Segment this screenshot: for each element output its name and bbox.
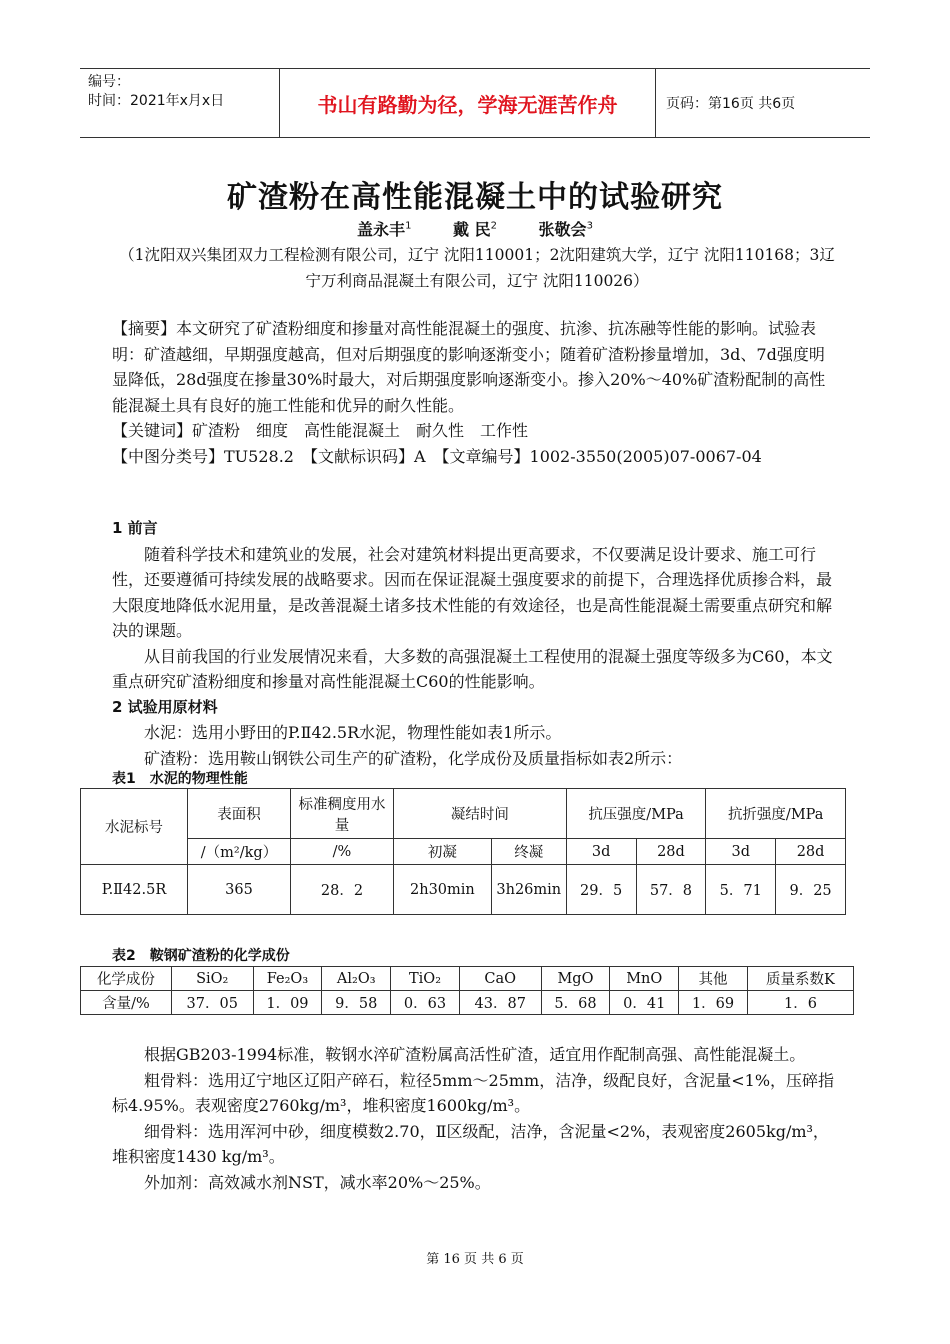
table-cell: 57．8 — [636, 865, 706, 915]
slag-table — [80, 966, 854, 1015]
section-heading: 2 试验用原材料 — [112, 697, 218, 716]
paragraph: 粗骨料：选用辽宁地区辽阳产碎石，粒径5mm～25mm，洁净，级配良好，含泥量<1%，压碎指标4.95%。表观密度2760kg/m³，堆积密度1600kg/m³。 — [112, 1070, 835, 1115]
paragraph: 根据GB203-1994标准，鞍钢水淬矿渣粉属高活性矿渣，适宜用作配制高强、高性能混凝土。 — [144, 1045, 806, 1064]
header-meta — [80, 69, 280, 137]
unit-c3: 3d — [566, 839, 636, 865]
page-header — [80, 68, 870, 138]
table-header: 其他 — [679, 967, 748, 991]
table-header: SiO₂ — [171, 967, 253, 991]
table-cell: 5．68 — [541, 991, 610, 1015]
table-cell: 1．69 — [679, 991, 748, 1015]
th-flex: 抗折强度/MPa — [706, 789, 846, 839]
unit-initial: 初凝 — [394, 839, 492, 865]
table-cell: 3h26min — [491, 865, 566, 915]
paragraph: 细骨料：选用浑河中砂，细度模数2.70，Ⅱ区级配，洁净，含泥量<2%，表观密度2605kg/m³，堆积密度1430 kg/m³。 — [112, 1121, 829, 1166]
paragraph: 矿渣粉：选用鞍山钢铁公司生产的矿渣粉，化学成份及质量指标如表2所示： — [144, 748, 683, 768]
paragraph: 水泥：选用小野田的P.Ⅱ42.5R水泥，物理性能如表1所示。 — [144, 723, 562, 742]
table-cell: 0．41 — [610, 991, 679, 1015]
author: 戴 民$^2$ — [453, 220, 497, 239]
table1-caption: 表1 水泥的物理性能 — [112, 771, 248, 787]
keywords: 【关键词】矿渣粉 细度 高性能混凝土 耐久性 工作性 — [112, 421, 529, 440]
abstract: 【摘要】本文研究了矿渣粉细度和掺量对高性能混凝土的强度、抗渗、抗冻融等性能的影响。试验表明：矿渣越细，早期强度越高，但对后期强度的影响逐渐变小；随着矿渣粉掺量增加，3d、7d强度明显降低，28d强度在掺量30%时最大，对后期强度影响逐渐变小。掺入20%～40%矿渣粉配制的高性能混凝土具有良好的施工性能和优异的耐久性能。 — [112, 319, 826, 415]
header-page: 页码：第16页 共6页 — [666, 96, 796, 112]
paragraph: 从目前我国的行业发展情况来看，大多数的高强混凝土工程使用的混凝土强度等级多为C60，本文重点研究矿渣粉细度和掺量对高性能混凝土C60的性能影响。 — [112, 646, 833, 691]
th-grade: 水泥标号 — [81, 789, 188, 865]
table-header: 质量系数K — [747, 967, 853, 991]
paper-title: 矿渣粉在高性能混凝土中的试验研究 — [227, 180, 723, 215]
table-header: Al₂O₃ — [322, 967, 391, 991]
table-header: MgO — [541, 967, 610, 991]
table-cell: 29．5 — [566, 865, 636, 915]
table2-caption: 表2 鞍钢矿渣粉的化学成份 — [112, 948, 290, 964]
table-header: Fe₂O₃ — [253, 967, 322, 991]
header-number: 编号： — [88, 74, 130, 90]
unit-final: 终凝 — [491, 839, 566, 865]
paragraph: 随着科学技术和建筑业的发展，社会对建筑材料提出更高要求，不仅要满足设计要求、施工可行性，还要遵循可持续发展的战略要求。因而在保证混凝土强度要求的前提下，合理选择优质掺合料，最大限度地降低水泥用量，是改善混凝土诸多技术性能的有效途径，也是高性能混凝土需要重点研究和解决的课题。 — [112, 544, 833, 640]
th-setting: 凝结时间 — [394, 789, 567, 839]
section-1 — [112, 516, 838, 771]
section-heading: 1 前言 — [112, 519, 158, 537]
table-cell: 1．6 — [747, 991, 853, 1015]
header-time: 时间：2021年x月x日 — [88, 93, 225, 109]
table-cell: 9．58 — [322, 991, 391, 1015]
unit-f3: 3d — [706, 839, 776, 865]
table-cell: 5．71 — [706, 865, 776, 915]
cement-table — [80, 788, 846, 915]
table-header: CaO — [459, 967, 541, 991]
table-header: TiO₂ — [391, 967, 460, 991]
materials-block — [112, 1042, 838, 1195]
unit-area: /（m²/kg） — [188, 839, 291, 865]
table-cell: 2h30min — [394, 865, 492, 915]
table-cell: P.Ⅱ42.5R — [81, 865, 188, 915]
unit-f28: 28d — [776, 839, 846, 865]
unit-c28: 28d — [636, 839, 706, 865]
table-cell: 37．05 — [171, 991, 253, 1015]
affiliation: （1沈阳双兴集团双力工程检测有限公司，辽宁 沈阳110001；2沈阳建筑大学，辽宁 沈阳110168；3辽宁万利商品混凝土有限公司，辽宁 沈阳110026） — [119, 246, 835, 290]
author-list — [0, 217, 950, 240]
table-cell: 含量/% — [81, 991, 172, 1015]
table-cell: 1．09 — [253, 991, 322, 1015]
table-cell: 0．63 — [391, 991, 460, 1015]
table-cell: 9．25 — [776, 865, 846, 915]
table-header: 化学成份 — [81, 967, 172, 991]
table-cell: 43．87 — [459, 991, 541, 1015]
author: 盖永丰$^1$ — [357, 220, 412, 239]
page-footer: 第 16 页 共 6 页 — [426, 1252, 524, 1267]
unit-water: /% — [291, 839, 394, 865]
th-water: 标准稠度用水量 — [291, 789, 394, 839]
table-cell: 28．2 — [291, 865, 394, 915]
author: 张敬会$^3$ — [538, 220, 593, 239]
header-motto: 书山有路勤为径，学海无涯苦作舟 — [280, 69, 656, 137]
table-cell: 365 — [188, 865, 291, 915]
abstract-block — [112, 316, 838, 469]
th-area: 表面积 — [188, 789, 291, 839]
table-header: MnO — [610, 967, 679, 991]
th-comp: 抗压强度/MPa — [566, 789, 706, 839]
paragraph: 外加剂：高效减水剂NST，减水率20%～25%。 — [144, 1172, 491, 1192]
classification: 【中图分类号】TU528.2 【文献标识码】A 【文章编号】1002-3550(2005)07-0067-04 — [112, 446, 762, 466]
